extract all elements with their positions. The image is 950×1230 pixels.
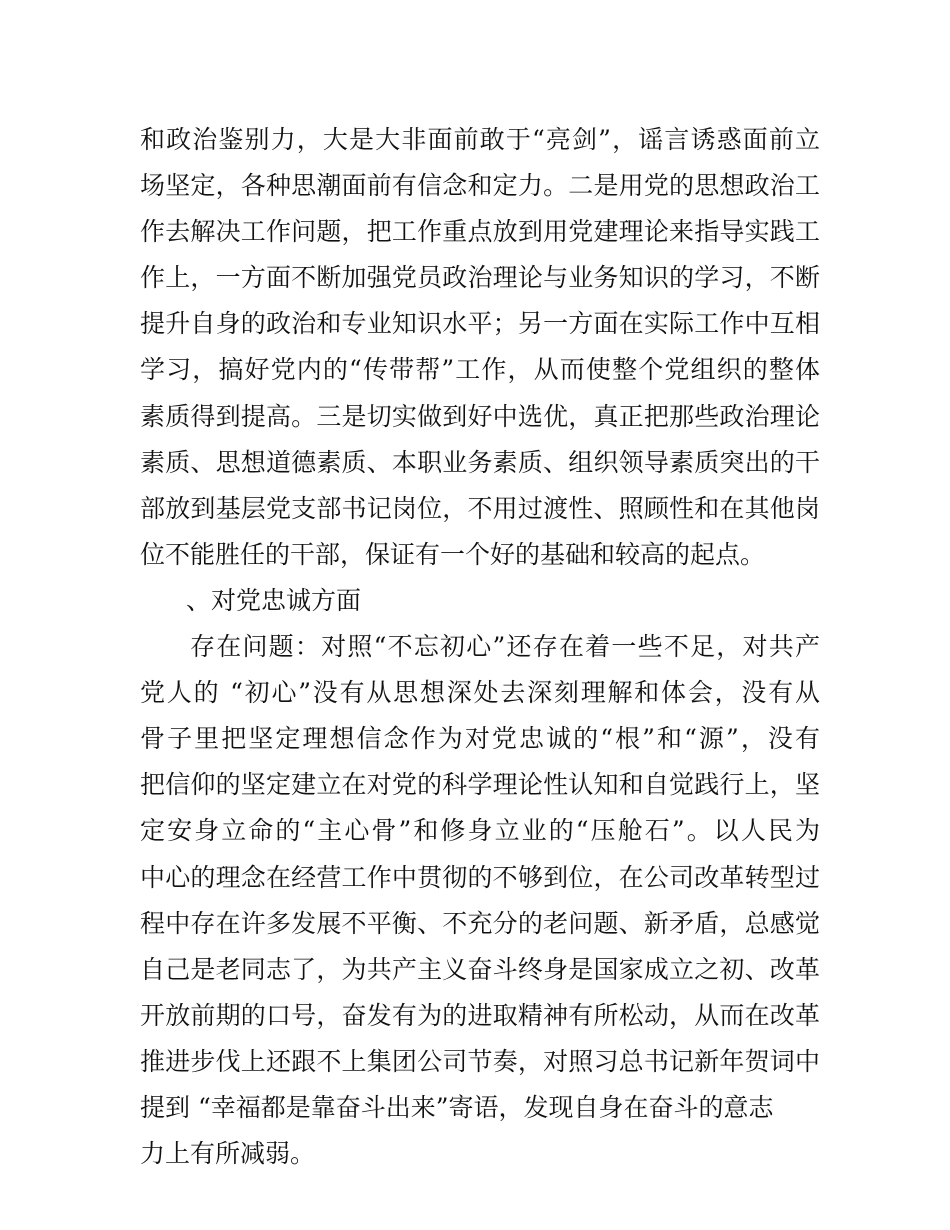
paragraph-line: 学习，搞好党内的“传带帮”工作，从而使整个党组织的整体	[140, 355, 820, 385]
paragraph-line: 素质、思想道德素质、本职业务素质、组织领导素质突出的干	[140, 447, 820, 477]
paragraph-line: 提升自身的政治和专业知识水平；另一方面在实际工作中互相	[140, 309, 820, 339]
paragraph-line: 存在问题：对照“不忘初心”还存在着一些不足，对共产	[190, 632, 820, 662]
paragraph-line: 提到 “幸福都是靠奋斗出来”寄语，发现自身在奋斗的意志	[140, 1092, 774, 1122]
paragraph-line: 作上，一方面不断加强党员政治理论与业务知识的学习，不断	[140, 263, 820, 293]
document-body	[140, 117, 820, 1177]
paragraph-line: 素质得到提高。三是切实做到好中选优，真正把那些政治理论	[140, 401, 820, 431]
paragraph-line: 程中存在许多发展不平衡、不充分的老问题、新矛盾，总感觉	[140, 908, 820, 938]
paragraph-line: 部放到基层党支部书记岗位，不用过渡性、照顾性和在其他岗	[140, 493, 820, 523]
paragraph-line: 开放前期的口号，奋发有为的进取精神有所松动，从而在改革	[140, 1000, 820, 1030]
paragraph-line: 中心的理念在经营工作中贯彻的不够到位，在公司改革转型过	[140, 862, 820, 892]
paragraph-line: 力上有所减弱。	[140, 1139, 316, 1169]
section-heading: 、对党忠诚方面	[186, 585, 362, 615]
paragraph-line: 场坚定，各种思潮面前有信念和定力。二是用党的思想政治工	[140, 171, 820, 201]
paragraph-line: 自己是老同志了，为共产主义奋斗终身是国家成立之初、改革	[140, 954, 820, 984]
paragraph-line: 骨子里把坚定理想信念作为对党忠诚的“根”和“源”，没有	[140, 724, 820, 754]
paragraph-line: 把信仰的坚定建立在对党的科学理论性认知和自觉践行上，坚	[140, 770, 820, 800]
paragraph-line: 定安身立命的“主心骨”和修身立业的“压舱石”。以人民为	[140, 816, 820, 846]
paragraph-line: 作去解决工作问题，把工作重点放到用党建理论来指导实践工	[140, 217, 820, 247]
paragraph-line: 和政治鉴别力，大是大非面前敢于“亮剑”，谣言诱惑面前立	[140, 125, 820, 154]
paragraph-line: 位不能胜任的干部，保证有一个好的基础和较高的起点。	[140, 539, 766, 569]
paragraph-line: 党人的 “初心”没有从思想深处去深刻理解和体会，没有从	[140, 678, 820, 708]
paragraph-line: 推进步伐上还跟不上集团公司节奏，对照习总书记新年贺词中	[140, 1046, 820, 1076]
